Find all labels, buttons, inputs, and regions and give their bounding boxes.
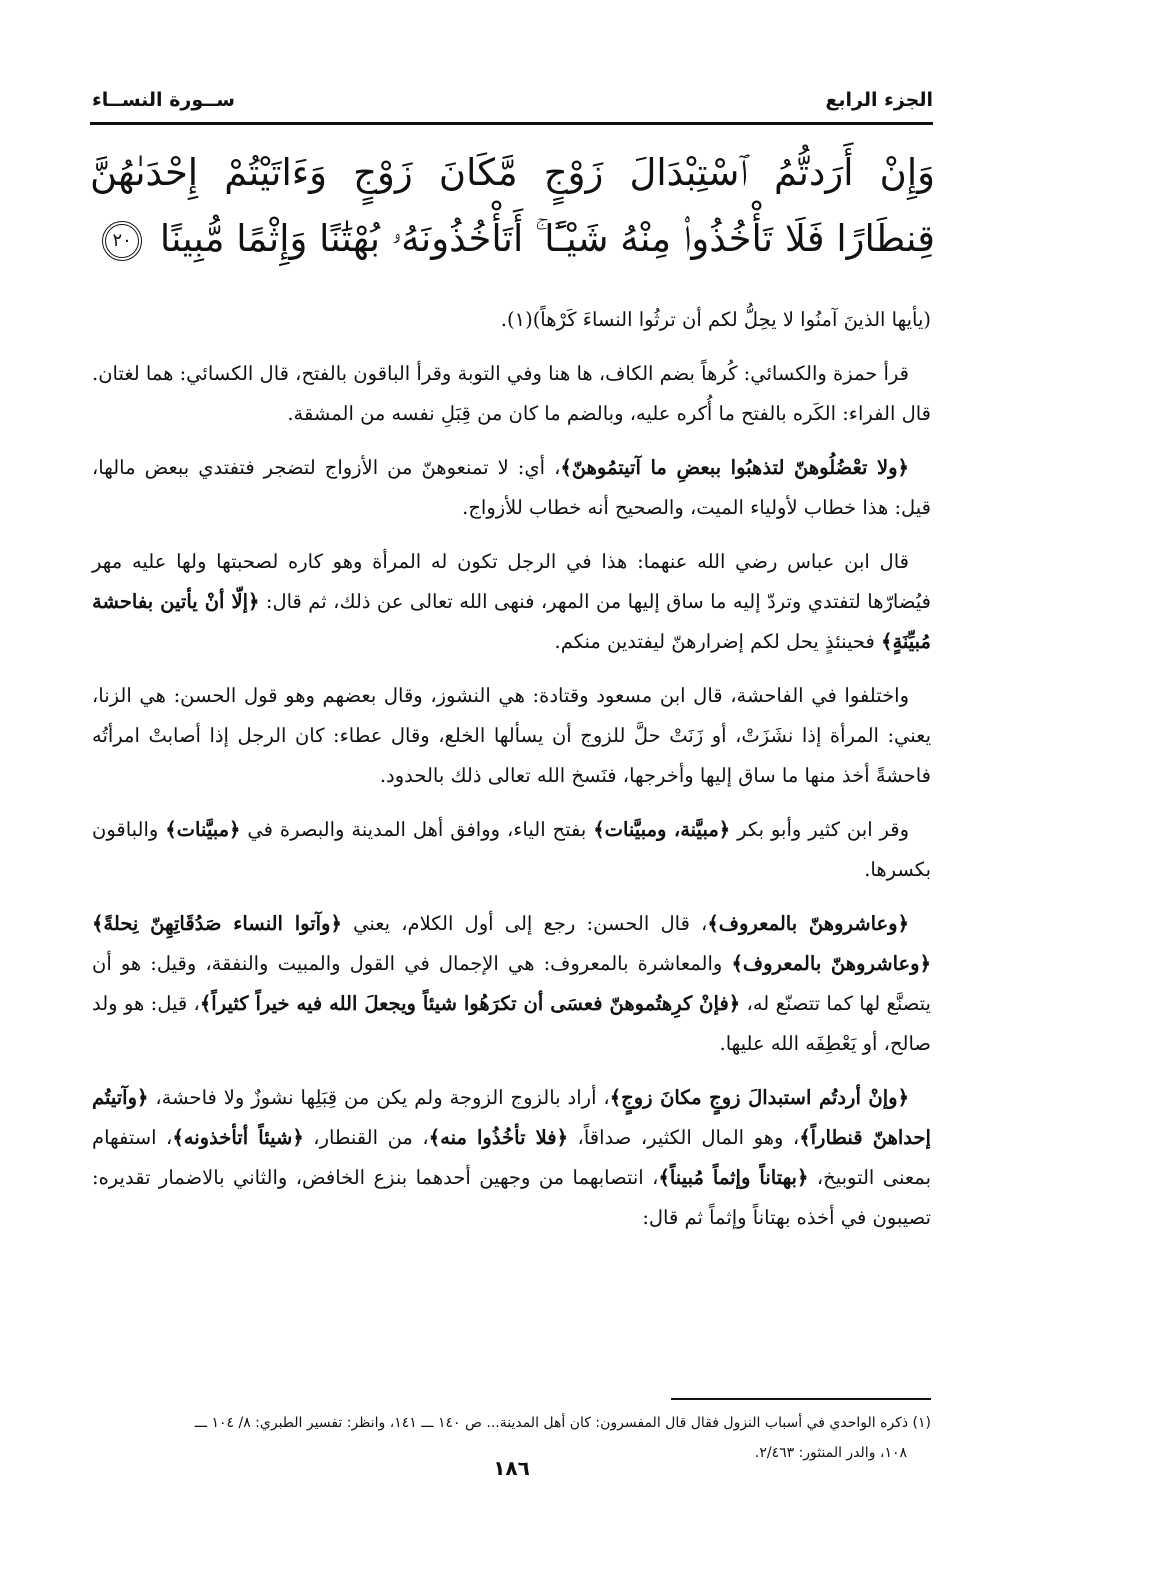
paragraph-text: ، أراد بالزوج الزوجة ولم يكن من قِبَلِها نشوزٌ ولا فاحشة، [148, 1086, 610, 1109]
part-label: الجزء الرابع [825, 89, 933, 111]
verse-line-2: تَأْخُذُوا۟ مِنْهُ شَيْـًٔا ۚ أَتَأْخُذُونَهُۥ بُهْتَٰنًا وَإِثْمًا مُّبِينًا [159, 217, 774, 260]
quoted-verse-text: ﴿وإنْ أردتُم استبدالَ زوجٍ مكانَ زوجٍ﴾ [609, 1086, 909, 1109]
quoted-verse-text: ﴿ولا تعْضُلُوهنّ لتذهبُوا ببعضِ ما آتيتمُوهنّ﴾ [560, 456, 909, 479]
quoted-verse-text: ﴿وعاشروهنّ بالمعروف﴾ [707, 912, 909, 935]
footnote-rule [671, 1398, 931, 1400]
quoted-verse-text: ﴿فإنْ كرِهتُموهنّ فعسَى أن تكرَهُوا شيئاً ويجعلَ الله فيه خيراً كثيراً﴾ [199, 992, 741, 1015]
quoted-verse-text: ﴿بهتاناً وإثماً مُبيناً﴾ [658, 1166, 809, 1189]
paragraph-text: ، من القنطار، [303, 1126, 429, 1149]
paragraph-text: قال ابن عباس رضي الله عنهما: هذا في الرجل تكون له المرأة وهو كاره لصحبتها ولها عليه مهر فيُضارّها لتفتدي وتردّ إليه ما ساق إليها من المهر، فنهى الله تعالى عن ذلك، ثم قال: [92, 550, 931, 613]
commentary-paragraph [92, 448, 931, 528]
paragraph-text: ، قال الحسن: رجع إلى أول الكلام، يعني [341, 912, 708, 935]
verse-line-1: وَإِنْ أَرَدتُّمُ ٱسْتِبْدَالَ زَوْجٍ مَّكَانَ زَوْجٍ وَءَاتَيْتُمْ إِحْدَىٰهُنَّ قِنطَارًا فَلَا [90, 151, 935, 260]
paragraph-text: ، وهو المال الكثير، صداقاً، [568, 1126, 800, 1149]
paragraph-text: والباقون بكسرها. [92, 818, 931, 881]
commentary-paragraph [92, 810, 931, 890]
commentary-paragraph [92, 354, 931, 434]
paragraph-text: ، انتصابهما من وجهين أحدهما بنزع الخافض، والثاني بالاضمار تقديره: تصيبون في أخذه بهتاناً وإثماً ثم قال: [92, 1166, 931, 1229]
paragraph-text: فحينئذٍ يحل لكم إضرارهنّ ليفتدين منكم. [554, 630, 882, 653]
footnote-line-1: (١) ذكره الواحدي في أسباب النزول فقال قال المفسرون: كان أهل المدينة... ص ١٤٠ ـــ ١٤١، وانظر: تفسير الطبري: ٨/ ١٠٤ ـــ [194, 1415, 931, 1431]
commentary-paragraph [92, 1078, 931, 1238]
verse-number-medallion: ٢٠ [102, 221, 142, 261]
commentary-body [92, 300, 931, 1252]
commentary-paragraph [92, 904, 931, 1064]
quran-verse [90, 140, 935, 290]
footnote-line-2: ١٠٨، والدر المنثور: ٢/٤٦٣. [754, 1445, 907, 1461]
paragraph-text: ، استفهام بمعنى التوبيخ، [92, 1126, 931, 1189]
page-number: ١٨٦ [493, 1456, 530, 1480]
paragraph-text: بفتح الياء، ووافق أهل المدينة والبصرة في [240, 818, 594, 841]
commentary-paragraph [92, 300, 931, 340]
paragraph-text: ، قيل: هو ولد صالح، أو يَعْطِفَه الله عليها. [92, 992, 931, 1055]
paragraph-text: وقر ابن كثير وأبو بكر [730, 818, 910, 841]
paragraph-text: واختلفوا في الفاحشة، قال ابن مسعود وقتادة: هي النشوز، وقال بعضهم وهو قول الحسن: هي الزنا، يعني: المرأة إذا نشَزَتْ، أو زَنَتْ حلَّ للزوج أن يسألها الخلع، وقال عطاء: كان الرجل إذا أصابتْ امرأتُه فاحشةً أخذ منها ما ساق إليها وأخرجها، فنَسخ الله تعالى ذلك بالحدود. [92, 684, 931, 787]
paragraph-text: ، أي: لا تمنعوهنّ من الأزواج لتضجر فتفتدي ببعض مالها، قيل: هذا خطاب لأولياء الميت، والصحيح أنه خطاب للأزواج. [92, 456, 931, 519]
commentary-paragraph [92, 676, 931, 796]
header-rule [90, 122, 933, 125]
running-header [92, 80, 933, 120]
quoted-verse-text: ﴿وآتيتُم إحداهنّ قنطاراً﴾ [92, 1086, 931, 1149]
quoted-verse-text: ﴿شيئاً أتأخذونه﴾ [172, 1126, 304, 1149]
commentary-paragraph [92, 542, 931, 662]
quoted-verse-text: ﴿فلا تأخُذُوا منه﴾ [428, 1126, 569, 1149]
paragraph-text: قرأ حمزة والكسائي: كُرهاً بضم الكاف، ها هنا وفي التوبة وقرأ الباقون بالفتح، قال الكسائي: هما لغتان. قال الفراء: الكَره بالفتح ما أُكره عليه، وبالضم ما كان من قِبَلِ نفسه من المشقة. [92, 362, 931, 425]
quoted-verse-text: ﴿مبيَّنة، ومبيَّنات﴾ [593, 818, 731, 841]
quoted-verse-text: ﴿وآتوا النساء صَدُقَاتِهِنّ نِحلةً﴾ ﴿وعاشروهنّ بالمعروف﴾ [92, 912, 931, 975]
paragraph-text: (يأيها الذينَ آمنُوا لا يحِلُّ لكم أن ترثُوا النساءَ كَرْهاً)(١). [500, 308, 931, 331]
quoted-verse-text: ﴿مبيَّنات﴾ [165, 818, 241, 841]
surah-label: ســورة النســاء [92, 89, 235, 111]
quoted-verse-text: ﴿إلّا أنْ يأتين بفاحشة مُبيِّنَةٍ﴾ [92, 590, 931, 653]
paragraph-text: والمعاشرة بالمعروف: هي الإجمال في القول والمبيت والنفقة، وقيل: هو أن يتصنَّع لها كما تتصنّع له، [92, 952, 931, 1015]
